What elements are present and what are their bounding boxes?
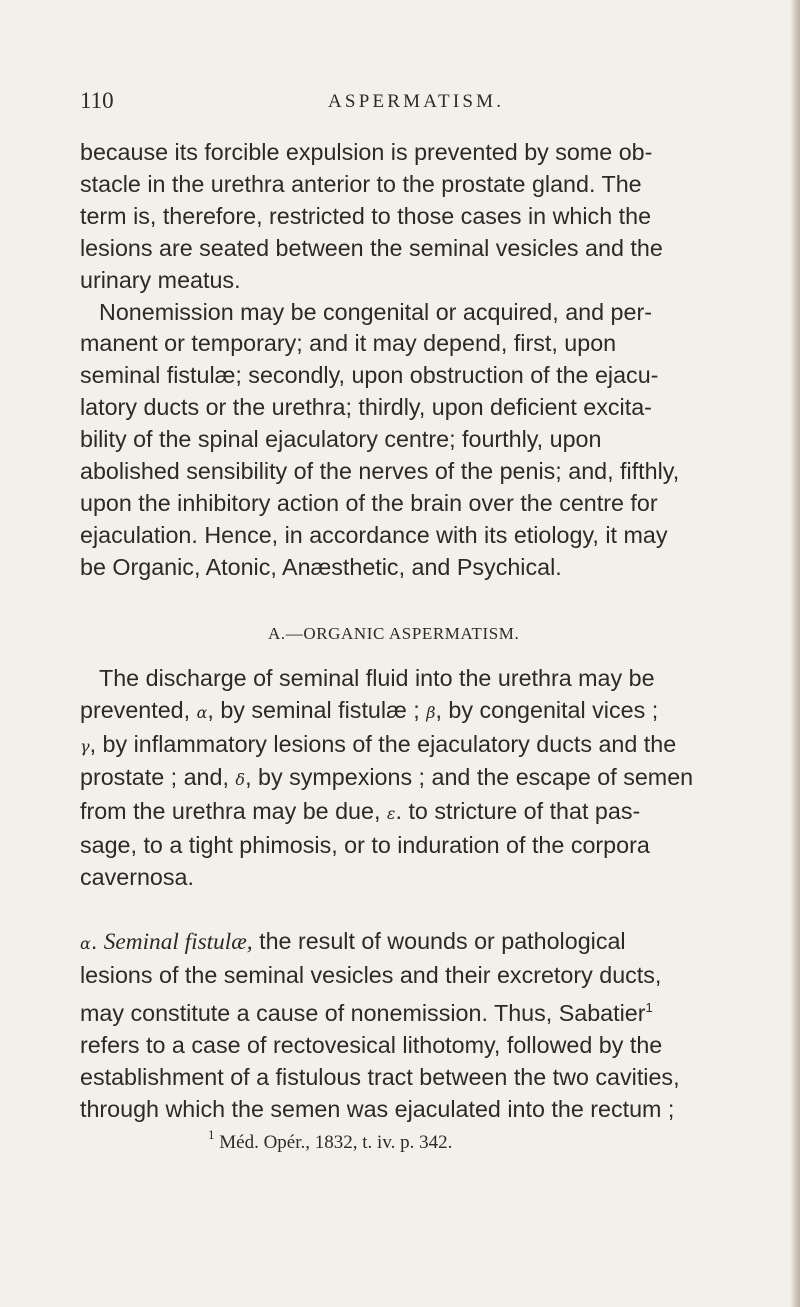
text-line: lesions of the seminal vesicles and their excretory ducts, [80,961,662,988]
text-line: abolished sensibility of the nerves of the penis; and, fifthly, [80,458,680,485]
text-fragment: the result of wounds or pathological [252,928,626,955]
text-fragment: . to stricture of that pas- [395,798,641,825]
page-edge-shadow [790,0,800,1307]
text-line [80,729,770,763]
text-fragment: , by sympexions ; and the escape of semen [245,764,694,791]
text-line: urinary meatus. [80,266,241,293]
text-line: latory ducts or the urethra; thirdly, upon deficient excita- [80,394,652,421]
greek-letter-alpha: α [196,702,208,722]
text-fragment: prevented, [80,696,197,723]
text-line: sage, to a tight phimosis, or to induration of the corpora [80,832,650,859]
text-line: upon the inhibitory action of the brain over the centre for [80,489,658,516]
text-line: lesions are seated between the seminal vesicles and the [80,234,663,261]
book-page [80,88,770,1154]
italic-subheading: Seminal fistulæ, [103,929,253,956]
running-head [80,88,770,124]
text-line: ejaculation. Hence, in accordance with its etiology, it may [80,521,668,548]
text-line [80,695,770,729]
paragraph-seminal-fistulae [80,926,770,1125]
footnote [208,1127,770,1154]
footnote-marker: 1 [208,1127,215,1143]
text-line: α. Seminal fistulæ, the result of wounds or pathological [80,928,626,956]
text-line: cavernosa. [80,864,194,891]
section-heading: A.—ORGANIC ASPERMATISM. [268,623,520,643]
page-number: 110 [80,88,114,113]
text-line: because its forcible expulsion is prevented by some ob- [80,139,653,165]
text-line: stacle in the urethra anterior to the prostate gland. The [80,170,642,197]
text-line: be Organic, Atonic, Anæsthetic, and Psychical. [80,553,562,580]
footnote-reference: 1 [645,999,653,1015]
text-line [80,992,770,1030]
text-fragment: , by congenital vices ; [435,696,659,723]
text-line: The discharge of seminal fluid into the urethra may be [99,664,655,691]
text-line: Nonemission may be congenital or acquired, and per- [99,298,652,325]
paragraph-nonemission [80,297,770,584]
greek-letter-delta: δ [235,770,246,790]
text-fragment: , by inflammatory lesions of the ejaculatory ducts and the [89,730,677,757]
text-line [80,762,770,796]
text-line: establishment of a fistulous tract between the two cavities, [80,1063,680,1090]
footnote-text: Méd. Opér., 1832, t. iv. p. 342. [214,1132,453,1154]
text-fragment: may constitute a cause of nonemission. Thus, Sabatier [80,999,646,1026]
paragraph-continuation [80,137,770,297]
greek-letter-beta: β [426,702,436,722]
greek-letter-gamma: γ [80,736,90,756]
paragraph-organic-causes [80,663,770,894]
text-line: refers to a case of rectovesical lithotomy, followed by the [80,1031,663,1058]
text-line: bility of the spinal ejaculatory centre; fourthly, upon [80,426,602,453]
text-line [80,796,770,830]
text-fragment: , by seminal fistulæ ; [207,696,427,723]
text-fragment: from the urethra may be due, [80,798,387,825]
text-line: manent or temporary; and it may depend, first, upon [80,330,617,357]
text-line: through which the semen was ejaculated into the rectum ; [80,1095,675,1122]
running-title: ASPERMATISM. [328,91,505,112]
text-line: term is, therefore, restricted to those cases in which the [80,202,652,229]
text-line: seminal fistulæ; secondly, upon obstruction of the ejacu- [80,362,659,389]
text-fragment: prostate ; and, [80,764,236,791]
greek-letter-alpha: α [80,934,91,954]
greek-letter-epsilon: ε [386,804,396,824]
